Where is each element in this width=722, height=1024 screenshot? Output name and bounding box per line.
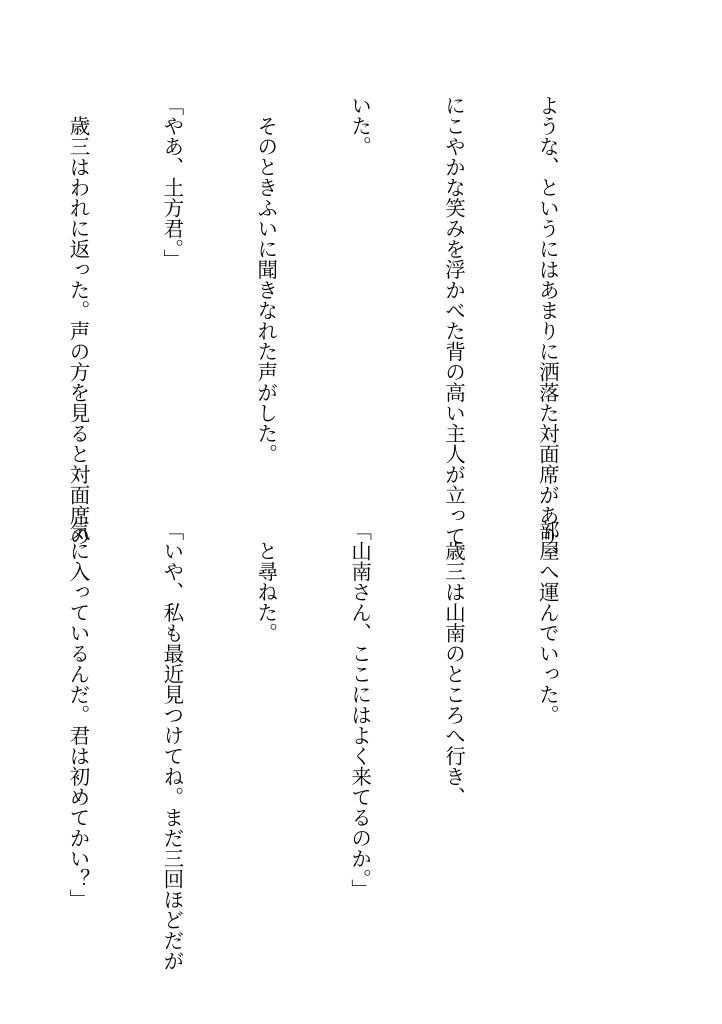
text-line: 気に入っているんだ。君は初めてかい？」 — [65, 520, 90, 910]
text-line: いた。 — [347, 95, 372, 157]
text-line: そのときふいに聞きなれた声がした。 — [253, 95, 278, 464]
text-line: 「山南さん、ここにはよく来てるのか。」 — [347, 520, 372, 900]
text-line: 歳三はわれに返った。声の方を見ると対面席の — [65, 95, 90, 546]
text-line: 「いや、私も最近見つけてね。まだ三回ほどだが — [159, 520, 184, 971]
text-line: と尋ねた。 — [253, 520, 278, 643]
text-line: にこやかな笑みを浮かべた背の高い主人が立って — [441, 95, 466, 546]
top-text-block — [65, 95, 625, 567]
text-line: 「やあ、土方君。」 — [159, 95, 184, 270]
text-line: 部屋へ運んでいった。 — [535, 520, 560, 725]
text-line: ような、というにはあまりに洒落た対面席があり、 — [535, 95, 560, 567]
text-line: 歳三は山南のところへ行き、 — [441, 520, 466, 807]
bottom-text-block — [65, 520, 625, 971]
